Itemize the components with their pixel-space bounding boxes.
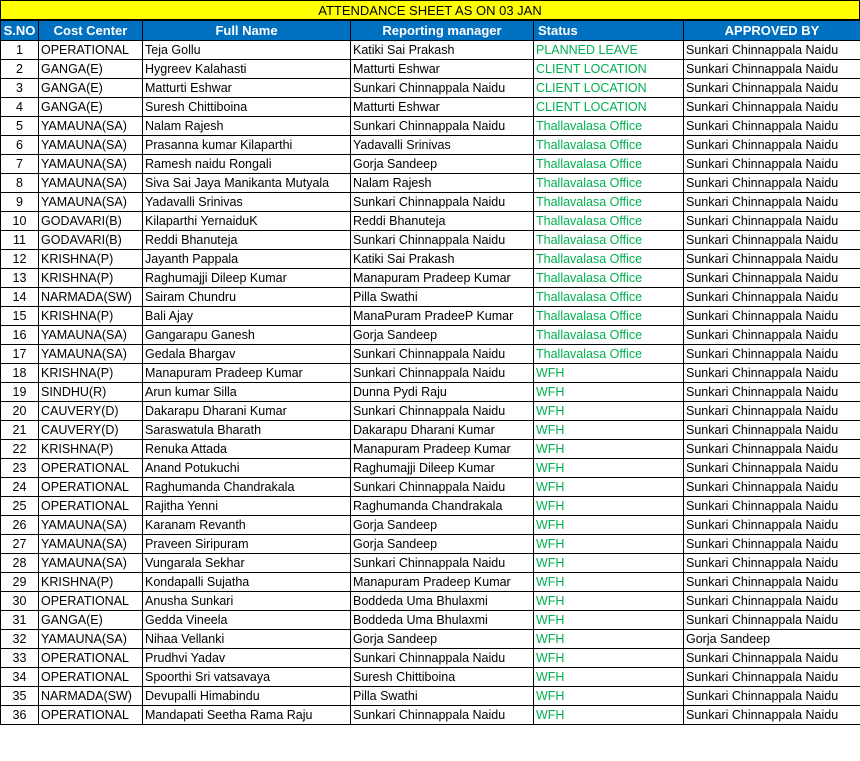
table-row [1,250,860,269]
cell-status[interactable]: Thallavalasa Office [534,269,684,288]
cell-cost-center[interactable]: OPERATIONAL [39,706,143,725]
cell-cost-center[interactable]: OPERATIONAL [39,41,143,60]
cell-reporting-manager[interactable]: Sunkari Chinnappala Naidu [351,402,534,421]
cell-reporting-manager[interactable]: Sunkari Chinnappala Naidu [351,193,534,212]
table-row [1,307,860,326]
cell-full-name[interactable]: Karanam Revanth [143,516,351,535]
cell-approved-by[interactable]: Sunkari Chinnappala Naidu [684,193,860,212]
cell-full-name[interactable]: Nihaa Vellanki [143,630,351,649]
cell-reporting-manager[interactable]: Suresh Chittiboina [351,668,534,687]
cell-cost-center[interactable]: KRISHNA(P) [39,440,143,459]
cell-approved-by[interactable]: Sunkari Chinnappala Naidu [684,155,860,174]
cell-reporting-manager[interactable]: Yadavalli Srinivas [351,136,534,155]
cell-cost-center[interactable]: KRISHNA(P) [39,250,143,269]
cell-status[interactable]: WFH [534,592,684,611]
table-row [1,174,860,193]
cell-sno[interactable]: 32 [1,630,39,649]
cell-sno[interactable]: 15 [1,307,39,326]
cell-cost-center[interactable]: YAMAUNA(SA) [39,155,143,174]
table-row [1,193,860,212]
table-row [1,383,860,402]
table-row [1,117,860,136]
cell-status[interactable]: Thallavalasa Office [534,288,684,307]
cell-full-name[interactable]: Mandapati Seetha Rama Raju [143,706,351,725]
cell-approved-by[interactable]: Sunkari Chinnappala Naidu [684,402,860,421]
cell-full-name[interactable]: Bali Ajay [143,307,351,326]
cell-sno[interactable]: 29 [1,573,39,592]
cell-sno[interactable]: 1 [1,41,39,60]
cell-reporting-manager[interactable]: Sunkari Chinnappala Naidu [351,79,534,98]
cell-cost-center[interactable]: YAMAUNA(SA) [39,326,143,345]
cell-cost-center[interactable]: KRISHNA(P) [39,269,143,288]
cell-full-name[interactable]: Matturti Eshwar [143,79,351,98]
cell-cost-center[interactable]: YAMAUNA(SA) [39,630,143,649]
cell-approved-by[interactable]: Sunkari Chinnappala Naidu [684,41,860,60]
cell-status[interactable]: PLANNED LEAVE [534,41,684,60]
cell-status[interactable]: WFH [534,535,684,554]
cell-reporting-manager[interactable]: Pilla Swathi [351,687,534,706]
cell-sno[interactable]: 21 [1,421,39,440]
cell-approved-by[interactable]: Gorja Sandeep [684,630,860,649]
cell-approved-by[interactable]: Sunkari Chinnappala Naidu [684,459,860,478]
cell-approved-by[interactable]: Sunkari Chinnappala Naidu [684,288,860,307]
cell-cost-center[interactable]: GODAVARI(B) [39,231,143,250]
cell-sno[interactable]: 20 [1,402,39,421]
cell-full-name[interactable]: Devupalli Himabindu [143,687,351,706]
cell-sno[interactable]: 27 [1,535,39,554]
table-row [1,611,860,630]
cell-cost-center[interactable]: GANGA(E) [39,611,143,630]
cell-cost-center[interactable]: YAMAUNA(SA) [39,535,143,554]
cell-status[interactable]: Thallavalasa Office [534,250,684,269]
cell-full-name[interactable]: Yadavalli Srinivas [143,193,351,212]
cell-status[interactable]: Thallavalasa Office [534,174,684,193]
cell-full-name[interactable]: Siva Sai Jaya Manikanta Mutyala [143,174,351,193]
cell-full-name[interactable]: Spoorthi Sri vatsavaya [143,668,351,687]
cell-full-name[interactable]: Gedda Vineela [143,611,351,630]
cell-approved-by[interactable]: Sunkari Chinnappala Naidu [684,592,860,611]
cell-status[interactable]: WFH [534,668,684,687]
cell-cost-center[interactable]: OPERATIONAL [39,649,143,668]
cell-sno[interactable]: 10 [1,212,39,231]
cell-approved-by[interactable]: Sunkari Chinnappala Naidu [684,706,860,725]
cell-status[interactable]: CLIENT LOCATION [534,98,684,117]
cell-sno[interactable]: 14 [1,288,39,307]
cell-reporting-manager[interactable]: Manapuram Pradeep Kumar [351,573,534,592]
cell-status[interactable]: WFH [534,497,684,516]
cell-reporting-manager[interactable]: Sunkari Chinnappala Naidu [351,231,534,250]
cell-cost-center[interactable]: GODAVARI(B) [39,212,143,231]
cell-reporting-manager[interactable]: Nalam Rajesh [351,174,534,193]
cell-full-name[interactable]: Kondapalli Sujatha [143,573,351,592]
cell-full-name[interactable]: Gedala Bhargav [143,345,351,364]
cell-cost-center[interactable]: YAMAUNA(SA) [39,554,143,573]
cell-sno[interactable]: 26 [1,516,39,535]
cell-approved-by[interactable]: Sunkari Chinnappala Naidu [684,611,860,630]
cell-status[interactable]: Thallavalasa Office [534,326,684,345]
cell-status[interactable]: Thallavalasa Office [534,212,684,231]
cell-reporting-manager[interactable]: Manapuram Pradeep Kumar [351,440,534,459]
cell-reporting-manager[interactable]: Pilla Swathi [351,288,534,307]
cell-full-name[interactable]: Arun kumar Silla [143,383,351,402]
cell-cost-center[interactable]: OPERATIONAL [39,668,143,687]
cell-sno[interactable]: 2 [1,60,39,79]
cell-sno[interactable]: 7 [1,155,39,174]
table-row [1,402,860,421]
cell-full-name[interactable]: Saraswatula Bharath [143,421,351,440]
cell-reporting-manager[interactable]: Gorja Sandeep [351,326,534,345]
cell-status[interactable]: WFH [534,649,684,668]
cell-sno[interactable]: 3 [1,79,39,98]
cell-sno[interactable]: 17 [1,345,39,364]
cell-full-name[interactable]: Vungarala Sekhar [143,554,351,573]
cell-approved-by[interactable]: Sunkari Chinnappala Naidu [684,174,860,193]
cell-reporting-manager[interactable]: Sunkari Chinnappala Naidu [351,706,534,725]
cell-full-name[interactable]: Dakarapu Dharani Kumar [143,402,351,421]
cell-approved-by[interactable]: Sunkari Chinnappala Naidu [684,345,860,364]
cell-reporting-manager[interactable]: ManaPuram PradeeP Kumar [351,307,534,326]
cell-full-name[interactable]: Reddi Bhanuteja [143,231,351,250]
cell-approved-by[interactable]: Sunkari Chinnappala Naidu [684,573,860,592]
table-row [1,516,860,535]
cell-approved-by[interactable]: Sunkari Chinnappala Naidu [684,383,860,402]
cell-reporting-manager[interactable]: Gorja Sandeep [351,516,534,535]
table-row [1,440,860,459]
cell-sno[interactable]: 6 [1,136,39,155]
cell-reporting-manager[interactable]: Katiki Sai Prakash [351,250,534,269]
cell-approved-by[interactable]: Sunkari Chinnappala Naidu [684,421,860,440]
cell-reporting-manager[interactable]: Katiki Sai Prakash [351,41,534,60]
cell-approved-by[interactable]: Sunkari Chinnappala Naidu [684,136,860,155]
table-row [1,706,860,725]
cell-sno[interactable]: 35 [1,687,39,706]
cell-sno[interactable]: 16 [1,326,39,345]
cell-reporting-manager[interactable]: Sunkari Chinnappala Naidu [351,478,534,497]
cell-full-name[interactable]: Raghumanda Chandrakala [143,478,351,497]
cell-status[interactable]: Thallavalasa Office [534,155,684,174]
cell-cost-center[interactable]: YAMAUNA(SA) [39,193,143,212]
cell-status[interactable]: WFH [534,573,684,592]
cell-reporting-manager[interactable]: Sunkari Chinnappala Naidu [351,364,534,383]
table-row [1,60,860,79]
cell-full-name[interactable]: Nalam Rajesh [143,117,351,136]
header-row [1,21,860,41]
cell-sno[interactable]: 25 [1,497,39,516]
cell-approved-by[interactable]: Sunkari Chinnappala Naidu [684,212,860,231]
cell-sno[interactable]: 24 [1,478,39,497]
cell-cost-center[interactable]: YAMAUNA(SA) [39,174,143,193]
cell-reporting-manager[interactable]: Reddi Bhanuteja [351,212,534,231]
cell-reporting-manager[interactable]: Sunkari Chinnappala Naidu [351,649,534,668]
cell-full-name[interactable]: Praveen Siripuram [143,535,351,554]
cell-reporting-manager[interactable]: Gorja Sandeep [351,155,534,174]
cell-reporting-manager[interactable]: Raghumajji Dileep Kumar [351,459,534,478]
cell-full-name[interactable]: Gangarapu Ganesh [143,326,351,345]
cell-approved-by[interactable]: Sunkari Chinnappala Naidu [684,79,860,98]
cell-approved-by[interactable]: Sunkari Chinnappala Naidu [684,554,860,573]
cell-approved-by[interactable]: Sunkari Chinnappala Naidu [684,668,860,687]
cell-sno[interactable]: 12 [1,250,39,269]
table-row [1,668,860,687]
cell-status[interactable]: CLIENT LOCATION [534,60,684,79]
cell-full-name[interactable]: Manapuram Pradeep Kumar [143,364,351,383]
cell-approved-by[interactable]: Sunkari Chinnappala Naidu [684,516,860,535]
cell-full-name[interactable]: Hygreev Kalahasti [143,60,351,79]
cell-full-name[interactable]: Renuka Attada [143,440,351,459]
table-row [1,497,860,516]
table-row [1,535,860,554]
cell-full-name[interactable]: Raghumajji Dileep Kumar [143,269,351,288]
cell-cost-center[interactable]: YAMAUNA(SA) [39,516,143,535]
cell-full-name[interactable]: Anand Potukuchi [143,459,351,478]
cell-reporting-manager[interactable]: Manapuram Pradeep Kumar [351,269,534,288]
cell-reporting-manager[interactable]: Boddeda Uma Bhulaxmi [351,611,534,630]
cell-full-name[interactable]: Prudhvi Yadav [143,649,351,668]
cell-status[interactable]: WFH [534,421,684,440]
cell-cost-center[interactable]: KRISHNA(P) [39,364,143,383]
cell-sno[interactable]: 19 [1,383,39,402]
cell-status[interactable]: WFH [534,687,684,706]
cell-reporting-manager[interactable]: Matturti Eshwar [351,60,534,79]
cell-status[interactable]: WFH [534,630,684,649]
cell-cost-center[interactable]: SINDHU(R) [39,383,143,402]
cell-status[interactable]: Thallavalasa Office [534,193,684,212]
cell-reporting-manager[interactable]: Sunkari Chinnappala Naidu [351,554,534,573]
cell-approved-by[interactable]: Sunkari Chinnappala Naidu [684,497,860,516]
cell-status[interactable]: Thallavalasa Office [534,231,684,250]
cell-cost-center[interactable]: NARMADA(SW) [39,687,143,706]
cell-sno[interactable]: 8 [1,174,39,193]
cell-sno[interactable]: 33 [1,649,39,668]
table-row [1,573,860,592]
cell-full-name[interactable]: Prasanna kumar Kilaparthi [143,136,351,155]
cell-reporting-manager[interactable]: Sunkari Chinnappala Naidu [351,117,534,136]
cell-full-name[interactable]: Ramesh naidu Rongali [143,155,351,174]
cell-status[interactable]: WFH [534,364,684,383]
cell-approved-by[interactable]: Sunkari Chinnappala Naidu [684,649,860,668]
cell-reporting-manager[interactable]: Gorja Sandeep [351,630,534,649]
cell-status[interactable]: WFH [534,706,684,725]
cell-cost-center[interactable]: YAMAUNA(SA) [39,345,143,364]
cell-status[interactable]: WFH [534,554,684,573]
table-row [1,41,860,60]
cell-approved-by[interactable]: Sunkari Chinnappala Naidu [684,478,860,497]
cell-sno[interactable]: 18 [1,364,39,383]
table-row [1,459,860,478]
cell-status[interactable]: Thallavalasa Office [534,136,684,155]
cell-sno[interactable]: 9 [1,193,39,212]
cell-approved-by[interactable]: Sunkari Chinnappala Naidu [684,60,860,79]
cell-full-name[interactable]: Sairam Chundru [143,288,351,307]
table-row [1,288,860,307]
table-row [1,421,860,440]
table-row [1,649,860,668]
cell-full-name[interactable]: Suresh Chittiboina [143,98,351,117]
header-approved-by: APPROVED BY [684,21,860,41]
cell-status[interactable]: WFH [534,516,684,535]
header-cost-center: Cost Center [39,21,143,41]
cell-cost-center[interactable]: GANGA(E) [39,60,143,79]
cell-status[interactable]: WFH [534,478,684,497]
cell-sno[interactable]: 30 [1,592,39,611]
attendance-table [0,20,860,725]
cell-sno[interactable]: 34 [1,668,39,687]
cell-cost-center[interactable]: OPERATIONAL [39,459,143,478]
cell-cost-center[interactable]: OPERATIONAL [39,592,143,611]
cell-reporting-manager[interactable]: Boddeda Uma Bhulaxmi [351,592,534,611]
cell-approved-by[interactable]: Sunkari Chinnappala Naidu [684,535,860,554]
cell-cost-center[interactable]: NARMADA(SW) [39,288,143,307]
cell-cost-center[interactable]: KRISHNA(P) [39,307,143,326]
cell-sno[interactable]: 13 [1,269,39,288]
cell-sno[interactable]: 4 [1,98,39,117]
cell-status[interactable]: CLIENT LOCATION [534,79,684,98]
cell-full-name[interactable]: Jayanth Pappala [143,250,351,269]
cell-full-name[interactable]: Teja Gollu [143,41,351,60]
cell-reporting-manager[interactable]: Gorja Sandeep [351,535,534,554]
cell-approved-by[interactable]: Sunkari Chinnappala Naidu [684,687,860,706]
cell-status[interactable]: WFH [534,402,684,421]
cell-sno[interactable]: 22 [1,440,39,459]
cell-status[interactable]: Thallavalasa Office [534,307,684,326]
cell-cost-center[interactable]: GANGA(E) [39,98,143,117]
cell-full-name[interactable]: Anusha Sunkari [143,592,351,611]
table-row [1,136,860,155]
cell-approved-by[interactable]: Sunkari Chinnappala Naidu [684,440,860,459]
cell-sno[interactable]: 31 [1,611,39,630]
cell-cost-center[interactable]: GANGA(E) [39,79,143,98]
cell-cost-center[interactable]: OPERATIONAL [39,478,143,497]
table-row [1,687,860,706]
header-status: Status [534,21,684,41]
cell-sno[interactable]: 11 [1,231,39,250]
cell-reporting-manager[interactable]: Sunkari Chinnappala Naidu [351,345,534,364]
cell-status[interactable]: WFH [534,383,684,402]
table-row [1,630,860,649]
table-row [1,326,860,345]
cell-approved-by[interactable]: Sunkari Chinnappala Naidu [684,364,860,383]
header-reporting-manager: Reporting manager [351,21,534,41]
cell-status[interactable]: Thallavalasa Office [534,345,684,364]
cell-approved-by[interactable]: Sunkari Chinnappala Naidu [684,307,860,326]
cell-cost-center[interactable]: YAMAUNA(SA) [39,136,143,155]
cell-sno[interactable]: 28 [1,554,39,573]
table-row [1,231,860,250]
header-sno: S.NO [1,21,39,41]
table-body [1,41,860,725]
table-row [1,364,860,383]
table-row [1,79,860,98]
cell-sno[interactable]: 23 [1,459,39,478]
table-row [1,592,860,611]
cell-approved-by[interactable]: Sunkari Chinnappala Naidu [684,326,860,345]
cell-status[interactable]: Thallavalasa Office [534,117,684,136]
table-row [1,554,860,573]
table-row [1,345,860,364]
table-row [1,98,860,117]
cell-cost-center[interactable]: OPERATIONAL [39,497,143,516]
cell-sno[interactable]: 5 [1,117,39,136]
cell-status[interactable]: WFH [534,611,684,630]
cell-full-name[interactable]: Kilaparthi YernaiduK [143,212,351,231]
cell-reporting-manager[interactable]: Dunna Pydi Raju [351,383,534,402]
cell-cost-center[interactable]: CAUVERY(D) [39,402,143,421]
cell-approved-by[interactable]: Sunkari Chinnappala Naidu [684,98,860,117]
table-row [1,155,860,174]
cell-status[interactable]: WFH [534,459,684,478]
table-row [1,269,860,288]
cell-approved-by[interactable]: Sunkari Chinnappala Naidu [684,231,860,250]
table-row [1,478,860,497]
sheet-title: ATTENDANCE SHEET AS ON 03 JAN [0,0,860,20]
cell-approved-by[interactable]: Sunkari Chinnappala Naidu [684,250,860,269]
cell-approved-by[interactable]: Sunkari Chinnappala Naidu [684,117,860,136]
cell-cost-center[interactable]: CAUVERY(D) [39,421,143,440]
cell-cost-center[interactable]: YAMAUNA(SA) [39,117,143,136]
cell-reporting-manager[interactable]: Dakarapu Dharani Kumar [351,421,534,440]
cell-cost-center[interactable]: KRISHNA(P) [39,573,143,592]
table-row [1,212,860,231]
cell-reporting-manager[interactable]: Raghumanda Chandrakala [351,497,534,516]
cell-status[interactable]: WFH [534,440,684,459]
cell-full-name[interactable]: Rajitha Yenni [143,497,351,516]
cell-approved-by[interactable]: Sunkari Chinnappala Naidu [684,269,860,288]
header-full-name: Full Name [143,21,351,41]
cell-reporting-manager[interactable]: Matturti Eshwar [351,98,534,117]
cell-sno[interactable]: 36 [1,706,39,725]
